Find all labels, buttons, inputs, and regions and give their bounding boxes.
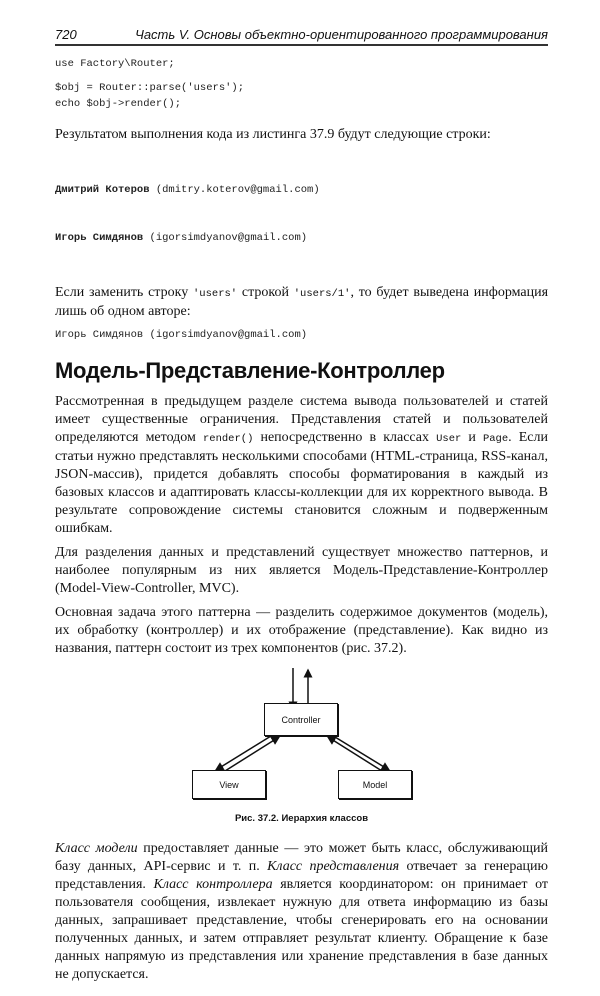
text: и [461, 430, 483, 445]
author-email: (igorsimdyanov@gmail.com) [143, 232, 308, 244]
inline-code: 'users' [192, 288, 238, 300]
section-title: Модель-Представление-Контроллер [55, 358, 445, 383]
text: . Если статьи нужно представлять несколькими способами (HTML-страница, RSS-канал, JSON-массив), придется добавлять способы форматирования в каждый из базовых классов и адаптировать классы-коллекции для их корректного вывода. В результате сопровождение системы становится сложным и подверженным ошибкам. [55, 430, 548, 536]
output-listing [55, 150, 548, 278]
author-name: Дмитрий Котеров [55, 184, 150, 196]
arrow-view-controller [225, 737, 279, 771]
inline-code: 'users/1' [293, 288, 351, 300]
paragraph-replace [55, 284, 548, 321]
text: является координатором: он принимает от пользователя сообщения, извлекает нужную для ответа информацию из базы данных, запрашивает представление, чтобы сгенерировать его на основании полученных данных, и затем отправляет результат клиенту. Обращение к базе данных напрямую из представления или хранение представления в базе данных не допускается. [55, 877, 548, 982]
paragraph-3: Основная задача этого паттерна — разделить содержимое документов (модель), их обработку (контроллер) и их отображение (представление). Как видно из названия, паттерн состоит из трех компонентов (рис. 37.2). [55, 605, 548, 656]
code-line: echo $obj->render(); [55, 98, 182, 110]
text: отвечает за генерацию представления. [55, 859, 548, 892]
text: Если заменить строку [55, 285, 193, 300]
text: строкой [237, 285, 294, 300]
code-line: use Factory\Router; [55, 58, 175, 70]
controller-box: Controller [264, 703, 338, 736]
paragraph-1 [55, 393, 548, 538]
running-title: Часть V. Основы объектно-ориентированного программирования [135, 27, 548, 42]
text: Рассмотренная в предыдущем разделе система вывода пользователей и статей имеет существенные ограничения. Представления статей и пользователей определяются методом [55, 394, 548, 445]
arrow-controller-model [335, 737, 389, 770]
paragraph-2: Для разделения данных и представлений существует множество паттернов, и наиболее популярным из них является Модель-Представление-Контроллер (Model-View-Controller, MVC). [55, 545, 548, 596]
output-line [55, 182, 548, 198]
model-box: Model [338, 770, 412, 799]
italic-term: Класс модели [55, 841, 138, 856]
view-box: View [192, 770, 266, 799]
italic-term: Класс контроллера [153, 877, 273, 892]
inline-code: Page [482, 433, 509, 445]
text: , то будет выведена информация лишь об одном авторе: [55, 285, 549, 319]
arrow-controller-view [216, 736, 271, 770]
inline-code: User [436, 433, 462, 445]
author-email: (dmitry.koterov@gmail.com) [149, 184, 320, 196]
text: непосредственно в классах [253, 430, 437, 445]
figure-caption: Рис. 37.2. Иерархия классов [234, 813, 369, 824]
output-line [55, 230, 548, 246]
italic-term: Класс представления [267, 859, 400, 874]
page-column [55, 0, 548, 996]
output-single: Игорь Симдянов (igorsimdyanov@gmail.com) [55, 329, 308, 341]
author-name: Игорь Симдянов [55, 232, 144, 244]
arrow-model-controller [328, 737, 382, 771]
code-listing [55, 56, 548, 112]
inline-code: render() [202, 433, 254, 445]
code-line: $obj = Router::parse('users'); [55, 82, 245, 94]
mvc-diagram [55, 664, 548, 806]
page-number: 720 [55, 27, 77, 42]
running-header [55, 20, 548, 46]
paragraph-result: Результатом выполнения кода из листинга 37.9 будут следующие строки: [55, 127, 491, 142]
paragraph-4 [55, 840, 548, 984]
text: предоставляет данные — это может быть класс, обслуживающий базу данных, API-сервис и т. п. [55, 841, 548, 874]
